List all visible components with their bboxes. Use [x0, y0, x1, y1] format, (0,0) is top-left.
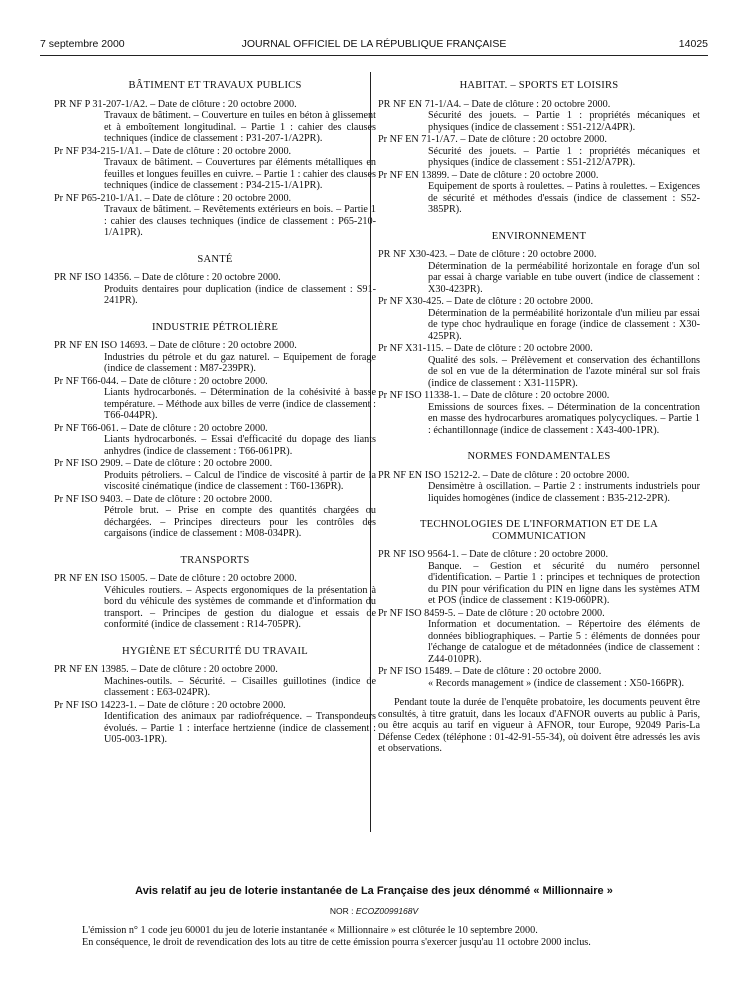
standard-description: Industries du pétrole et du gaz naturel. – Equipement de forage (indice de classement : M87-239PR).	[104, 351, 376, 374]
section-gap	[54, 541, 376, 555]
section-gap	[54, 308, 376, 322]
standard-description: Sécurité des jouets. – Partie 1 : propriétés mécaniques et physiques (indice de classement : S51-212/A7PR).	[428, 145, 700, 168]
section-title: TRANSPORTS	[180, 554, 250, 566]
standard-description: Détermination de la perméabilité horizontale d'un milieu par essai de type choc hydraulique en forage (indice de classement : X30-425PR).	[428, 307, 700, 342]
standard-description: Sécurité des jouets. – Partie 1 : propriétés mécaniques et physiques (indice de classement : S51-212/A4PR).	[428, 110, 700, 133]
standard-reference: Pr NF ISO 11338-1. – Date de clôture : 20 octobre 2000.	[378, 390, 610, 401]
standard-reference: Pr NF X30-425. – Date de clôture : 20 octobre 2000.	[378, 296, 594, 307]
standard-description: Véhicules routiers. – Aspects ergonomiques de la présentation à bord du véhicule des systèmes de commande et d'information du transport. – Principes de gestion du dialogue et essais de conformité (indice de classement : R14-705PR).	[104, 584, 376, 630]
standard-description: Liants hydrocarbonés. – Détermination de la cohésivité à basse température. – Méthode aux billes de verre (indice de classement : T66-044PR).	[104, 387, 376, 421]
standard-reference: PR NF EN ISO 14693. – Date de clôture : 20 octobre 2000.	[54, 340, 297, 351]
standard-reference: Pr NF ISO 14223-1. – Date de clôture : 20 octobre 2000.	[54, 699, 286, 711]
standard-description: Emissions de sources fixes. – Détermination de la concentration en masse des hydrocarbures aromatiques polycycliques. – Partie 1 : échantillonnage (indice de classement : X43-400-1PR).	[428, 401, 700, 436]
standard-description: Identification des animaux par radiofréquence. – Transpondeurs évolués. – Partie 1 : interface hertzienne (indice de classement : U05-003-1PR).	[104, 711, 376, 745]
section-title: SANTÉ	[197, 253, 233, 265]
standard-reference: PR NF EN 71-1/A4. – Date de clôture : 20 octobre 2000.	[378, 98, 611, 110]
issue-date: 7 septembre 2000	[40, 38, 125, 50]
standard-description: Travaux de bâtiment. – Revêtements extérieurs en bois. – Partie 1 : cahier des clauses techniques (indice de classement : P65-210-1/A1PR).	[104, 204, 376, 238]
section-gap	[378, 505, 700, 519]
standard-reference: Pr NF X31-115. – Date de clôture : 20 octobre 2000.	[378, 343, 593, 354]
standard-reference: Pr NF P65-210-1/A1. – Date de clôture : 20 octobre 2000.	[54, 192, 292, 204]
standard-reference: Pr NF T66-061. – Date de clôture : 20 octobre 2000.	[54, 422, 268, 434]
notice-paragraph: L'émission n° 1 code jeu 60001 du jeu de loterie instantanée « Millionnaire » est clôturée le 10 septembre 2000.	[82, 925, 538, 936]
journal-title: JOURNAL OFFICIEL DE LA RÉPUBLIQUE FRANÇAISE	[241, 38, 507, 50]
standard-description: Détermination de la perméabilité horizontale en forage d'un sol par essai à charge variable en tube ouvert (indice de classement : X30-423PR).	[428, 260, 700, 295]
page-number: 14025	[678, 38, 708, 50]
standard-description: Liants hydrocarbonés. – Essai d'efficacité du dopage des liants anhydres (indice de classement : T66-061PR).	[104, 434, 376, 457]
standard-description: Travaux de bâtiment. – Couvertures par éléments métalliques en feuilles et longues feuilles en cuivre. – Partie 1 : cahier des clauses techniques (indice de classement : P34-215-1/A1PR).	[104, 157, 376, 191]
section-gap	[378, 217, 700, 231]
lottery-notice	[68, 885, 680, 949]
standard-description: Banque. – Gestion et sécurité du numéro personnel d'identification. – Partie 1 : principes et techniques de protection du PIN pour vérification du PIN en ligne dans les systèmes ATM et POS (indice de classement : K19-060PR).	[428, 560, 700, 606]
section-title: INDUSTRIE PÉTROLIÈRE	[151, 321, 279, 333]
consultation-note: Pendant toute la durée de l'enquête probatoire, les documents peuvent être consultés, à titre gratuit, dans les locaux d'AFNOR ouverts au public à Paris, ou être acquis au tarif en vigueur à AFNOR, tour Europe, 92049 Paris-La Défense Cedex (téléphone : 01-42-91-55-34), où doivent être adressés les avis et observations.	[378, 697, 700, 754]
standard-description: Densimètre à oscillation. – Partie 2 : instruments industriels pour liquides homogènes (indice de classement : B35-212-2PR).	[428, 481, 700, 504]
standard-description: Information et documentation. – Répertoire des éléments de données bibliographiques. – Partie 5 : éléments de données pour l'échange de catalogue et de métadonnées (indice de classement : Z44-010PR).	[428, 619, 700, 665]
standard-reference: PR NF EN ISO 15005. – Date de clôture : 20 octobre 2000.	[54, 573, 297, 584]
standard-description: Produits dentaires pour duplication (indice de classement : S91-241PR).	[104, 283, 376, 306]
nor-code: ECOZ0099168V	[355, 906, 419, 916]
standard-reference: PR NF ISO 9564-1. – Date de clôture : 20 octobre 2000.	[378, 549, 609, 560]
standard-reference: Pr NF EN 13899. – Date de clôture : 20 octobre 2000.	[378, 169, 599, 181]
section-gap	[378, 437, 700, 451]
standard-description: Travaux de bâtiment. – Couverture en tuiles en béton à glissement et à emboîtement longitudinal. – Partie 1 : cahier des clauses techniques (indice de classement : P31-207-1/A2PR).	[104, 110, 376, 144]
standard-description: Machines-outils. – Sécurité. – Cisailles guillotines (indice de classement : E63-024PR).	[104, 675, 376, 698]
notice-title: Avis relatif au jeu de loterie instantanée de La Française des jeux dénommé « Millionnaire »	[135, 885, 613, 897]
left-column	[54, 80, 376, 747]
standard-description: Qualité des sols. – Prélèvement et conservation des échantillons de sol en vue de la détermination de l'azote minéral sur sol frais (indice de classement : X31-115PR).	[428, 354, 700, 389]
notice-paragraph: En conséquence, le droit de revendication des lots au titre de cette émission pourra s'exercer jusqu'au 11 octobre 2000 inclus.	[82, 937, 591, 948]
standard-reference: PR NF EN ISO 15212-2. – Date de clôture : 20 octobre 2000.	[378, 469, 630, 481]
standard-reference: Pr NF P34-215-1/A1. – Date de clôture : 20 octobre 2000.	[54, 145, 292, 157]
section-title: HYGIÈNE ET SÉCURITÉ DU TRAVAIL	[122, 645, 308, 657]
section-title: ENVIRONNEMENT	[491, 230, 587, 242]
standard-reference: Pr NF ISO 8459-5. – Date de clôture : 20 octobre 2000.	[378, 607, 605, 619]
standard-reference: PR NF ISO 14356. – Date de clôture : 20 octobre 2000.	[54, 272, 281, 283]
standard-reference: Pr NF ISO 2909. – Date de clôture : 20 octobre 2000.	[54, 458, 273, 469]
standard-reference: PR NF X30-423. – Date de clôture : 20 octobre 2000.	[378, 249, 597, 260]
standard-reference: Pr NF ISO 15489. – Date de clôture : 20 octobre 2000.	[378, 666, 602, 677]
section-title: NORMES FONDAMENTALES	[467, 451, 611, 462]
standard-description: Pétrole brut. – Prise en compte des quantités chargées ou déchargées. – Principes directeurs pour les contrôles des cargaisons (indice de classement : M08-034PR).	[104, 505, 376, 539]
standard-reference: Pr NF T66-044. – Date de clôture : 20 octobre 2000.	[54, 375, 268, 387]
standard-description: Equipement de sports à roulettes. – Patins à roulettes. – Exigences de sécurité et méthodes d'essais (indice de classement : S52-385PR).	[428, 181, 700, 215]
standard-reference: Pr NF EN 71-1/A7. – Date de clôture : 20 octobre 2000.	[378, 134, 607, 145]
section-title: BÂTIMENT ET TRAVAUX PUBLICS	[128, 80, 302, 91]
standard-description: « Records management » (indice de classement : X50-166PR).	[428, 677, 685, 689]
page-header	[40, 38, 708, 54]
section-gap	[54, 632, 376, 646]
nor-reference	[68, 906, 680, 916]
section-gap	[54, 240, 376, 254]
header-rule	[40, 55, 708, 56]
standard-reference: Pr NF ISO 9403. – Date de clôture : 20 octobre 2000.	[54, 493, 273, 505]
standard-reference: PR NF EN 13985. – Date de clôture : 20 octobre 2000.	[54, 664, 278, 675]
section-title: HABITAT. – SPORTS ET LOISIRS	[459, 80, 619, 91]
right-column	[378, 80, 700, 765]
standard-description: Produits pétroliers. – Calcul de l'indice de viscosité à partir de la viscosité cinématique (indice de classement : T60-136PR).	[104, 469, 376, 492]
section-title: TECHNOLOGIES DE L'INFORMATION ET DE LA COMMUNICATION	[420, 519, 658, 542]
nor-label: NOR :	[329, 906, 354, 916]
standard-reference: PR NF P 31-207-1/A2. – Date de clôture : 20 octobre 2000.	[54, 98, 297, 110]
